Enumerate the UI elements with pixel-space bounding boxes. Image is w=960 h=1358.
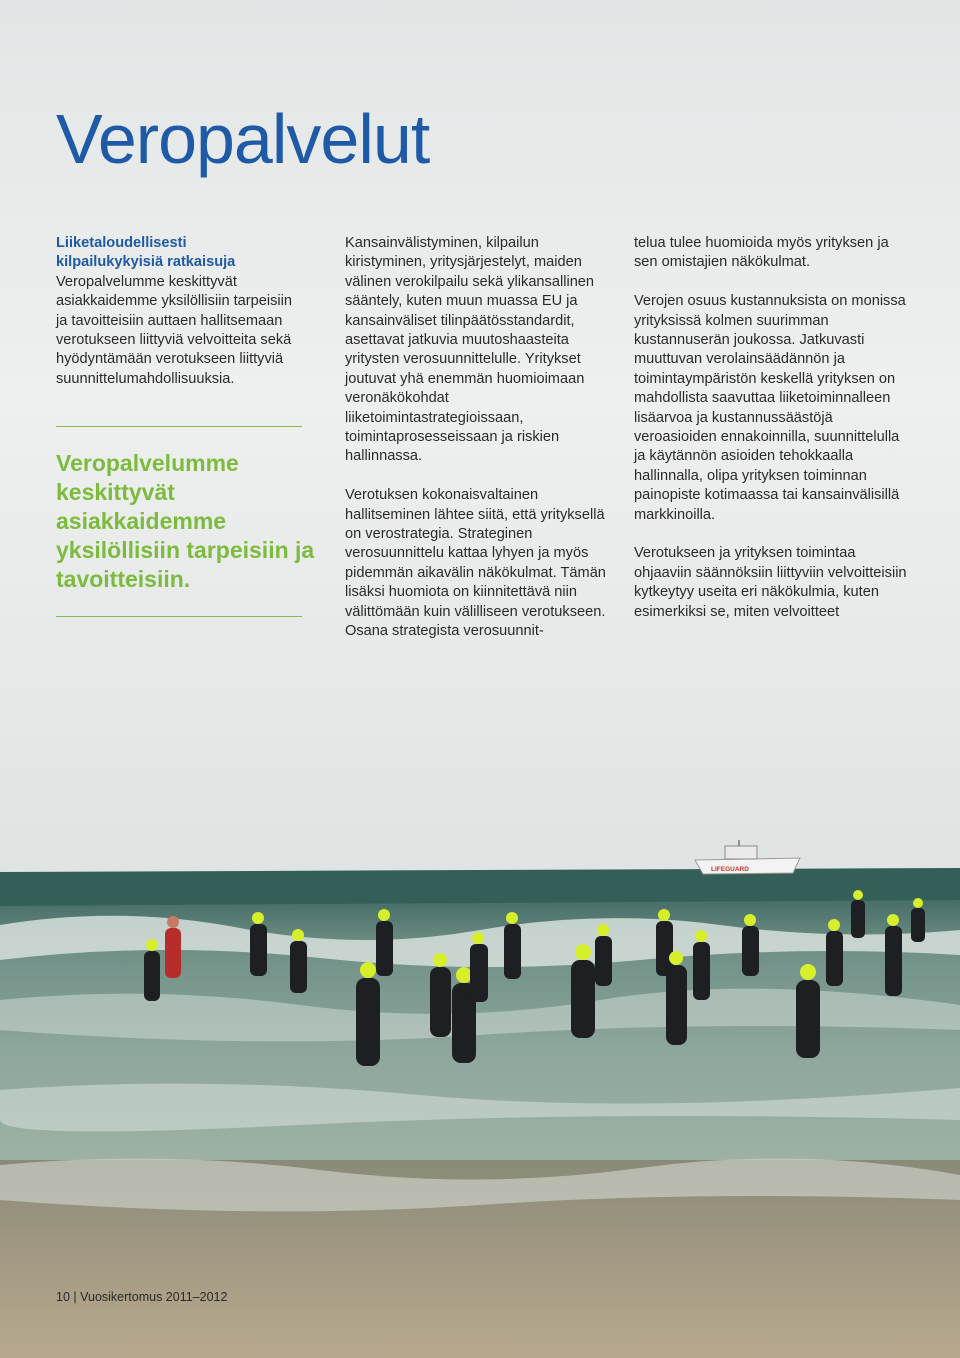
lead-paragraph [56,234,306,389]
body-paragraph: telua tulee huomioida myös yrityksen ja sen omistajien näkökulmat. [634,235,889,271]
right-column [634,234,909,641]
lead-heading-line2: kilpailukykyisiä ratkaisuja [56,254,236,271]
page-number: 10 [56,1290,70,1304]
page-footer [56,1290,227,1304]
body-paragraph: Verotuksen kokonaisvaltainen hallitseminen lähtee siitä, että yrityksellä on verostrategia. Strateginen verosuunnittelu kattaa lyhyen ja myös pidemmän aikavälin näkökulmat. Tämän lisäksi huomiota on kiinnitettävä niin välittömään kuin välilliseen verotukseen. Osana strategista verosuunnit- [345,487,606,640]
lead-body: Veropalvelumme keskittyvät asiakkaidemme yksilöllisiin tarpeisiin ja tavoitteisiin auttaen hallitsemaan verotukseen liittyviä velvoitteita sekä hyödyntämään verotukseen liittyviä suunnittelumahdollisuuksia. [56,273,293,387]
boat-label: LIFEGUARD [711,866,749,873]
quote-top-divider [56,426,302,427]
quote-bottom-divider [56,616,302,617]
body-paragraph: Verojen osuus kustannuksista on monissa yrityksissä kolmen suurimman kustannuserän joukossa. Jatkuvasti muuttuvan verolainsäädännön ja toimintaympäristön keskellä yrityksen on mahdollista saavuttaa liiketoiminnalleen lisäarvoa ja kustannussäästöjä veroasioiden ennakoinnilla, suunnittelulla ja käytännön asioiden tehokkaalla hallinnalla, olipa yrityksen toiminnan painopiste kotimaassa tai kansainvälisillä markkinoilla. [634,293,906,523]
footer-separator: | [73,1290,77,1304]
horizon-band [0,868,960,906]
body-paragraph: Kansainvälistyminen, kilpailun kiristyminen, yritysjärjestelyt, maiden välinen verokilpailu sekä ylikansallinen sääntely, kuten muun muassa EU ja kansainväliset tilinpäätösstandardit, asettavat jatkuvia muutoshaasteita yritysten verosuunnittelulle. Yritykset joutuvat yhä enemmän huomioimaan veronäkökohdat liiketoimintastrategioissaan, toimintaprosesseissaan ja riskien hallinnassa. [345,235,595,465]
left-column [56,234,306,409]
page-title: Veropalvelut [56,100,430,178]
publication-name: Vuosikertomus 2011–2012 [80,1290,228,1304]
lead-heading-line1: Liiketaloudellisesti [56,235,187,251]
body-paragraph: Verotukseen ja yrityksen toimintaa ohjaaviin säännöksiin liittyviin velvoitteisiin kytkeytyy useita eri näkökulmia, kuten esimerkiksi se, miten velvoitteet [634,545,907,620]
pull-quote: Veropalvelumme keskittyvät asiakkaidemme yksilöllisiin tarpeisiin ja tavoitteisiin. [56,450,315,592]
middle-column [345,234,615,661]
